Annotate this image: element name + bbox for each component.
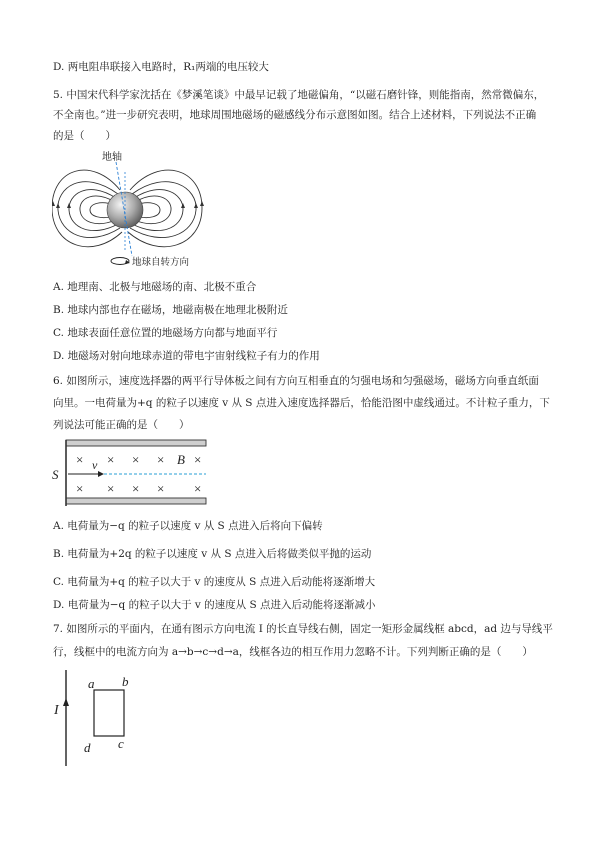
field-cross: × — [157, 481, 165, 496]
field-cross: × — [76, 481, 84, 496]
q6-stem-line-3: 列说法可能正确的是（ ） — [53, 419, 190, 431]
wire-and-loop-figure — [52, 668, 152, 770]
label-b: b — [122, 674, 129, 689]
q5-stem-line-2: 不全南也。”进一步研究表明，地球周围地磁场的磁感线分布示意图如图。结合上述材料，下列说法不正确 — [53, 109, 537, 121]
label-s: S — [52, 467, 59, 482]
top-plate — [66, 440, 206, 446]
field-cross: × — [132, 452, 140, 467]
field-cross: × — [194, 481, 202, 496]
field-cross: × — [107, 452, 115, 467]
field-cross: × — [107, 481, 115, 496]
label-v: v — [92, 458, 98, 472]
field-cross: × — [194, 452, 202, 467]
q4-option-d: D. 两电阻串联接入电路时，R₁两端的电压较大 — [53, 61, 269, 73]
q5-option-b: B. 地球内部也存在磁场，地磁南极在地理北极附近 — [53, 304, 288, 316]
q7-stem-line-2: 行，线框中的电流方向为 a→b→c→d→a，线框各边的相互作用力忽略不计。下列判断正确的是（ ） — [53, 646, 533, 658]
q5-option-d: D. 地磁场对射向地球赤道的带电宇宙射线粒子有力的作用 — [53, 350, 320, 362]
q5-option-a: A. 地理南、北极与地磁场的南、北极不重合 — [53, 281, 257, 293]
label-a: a — [88, 676, 95, 691]
q5-stem-line-1: 5. 中国宋代科学家沈括在《梦溪笔谈》中最早记载了地磁偏角，“以磁石磨针锋，则能指南，然常微偏东， — [53, 89, 545, 101]
velocity-arrowhead-icon — [98, 471, 104, 477]
current-direction-arrow-icon — [63, 698, 69, 706]
earth-axis-label: 地轴 — [102, 152, 122, 163]
label-d: d — [84, 740, 91, 755]
label-current-i: I — [54, 703, 59, 718]
q5-option-c: C. 地球表面任意位置的地磁场方向都与地面平行 — [53, 327, 278, 339]
rotation-direction-label: 地球自转方向 — [132, 258, 190, 268]
field-cross: × — [157, 452, 165, 467]
rectangular-loop — [94, 690, 124, 736]
earth-magnetic-field-figure — [52, 148, 212, 270]
q7-stem-line-1: 7. 如图所示的平面内，在通有图示方向电流 I 的长直导线右侧，固定一矩形金属线框 abcd，ad 边与导线平 — [53, 623, 553, 635]
q6-option-b: B. 电荷量为+2q 的粒子以速度 v 从 S 点进入后将做类似平抛的运动 — [53, 548, 372, 560]
bottom-plate — [66, 498, 206, 504]
velocity-selector-figure — [52, 436, 212, 512]
label-c: c — [118, 736, 124, 751]
field-cross: × — [76, 452, 84, 467]
q6-option-a: A. 电荷量为−q 的粒子以速度 v 从 S 点进入后将向下偏转 — [53, 520, 323, 532]
q6-stem-line-1: 6. 如图所示，速度选择器的两平行导体板之间有方向互相垂直的匀强电场和匀强磁场，磁场方向垂直纸面 — [53, 375, 539, 387]
q6-option-d: D. 电荷量为−q 的粒子以大于 v 的速度从 S 点进入后动能将逐渐减小 — [53, 599, 376, 611]
q6-stem-line-2: 向里。一电荷量为+q 的粒子以速度 v 从 S 点进入速度选择器后，恰能沿图中虚线通过。不计粒子重力，下 — [53, 397, 550, 409]
label-b: B — [177, 452, 185, 467]
field-cross: × — [132, 481, 140, 496]
q6-option-c: C. 电荷量为+q 的粒子以大于 v 的速度从 S 点进入后动能将逐渐增大 — [53, 576, 376, 588]
q5-stem-line-3: 的是（ ） — [53, 130, 116, 142]
